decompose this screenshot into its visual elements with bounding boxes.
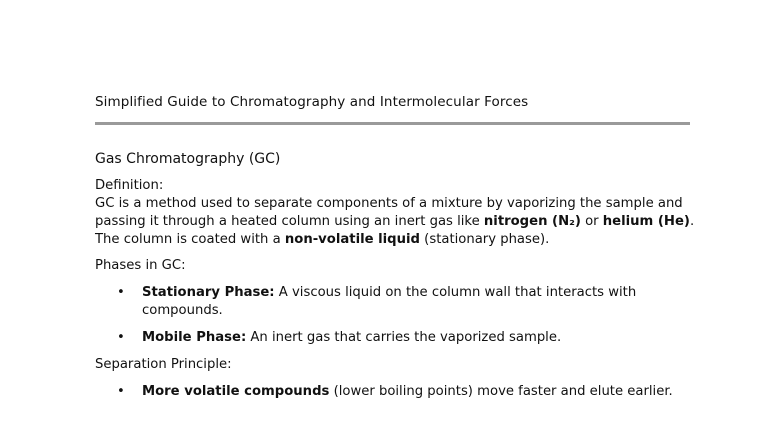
list-item-text: An inert gas that carries the vaporized sample. [246, 330, 562, 345]
definition-bold-helium: helium (He) [602, 214, 690, 229]
bullet-icon: • [117, 384, 125, 399]
phases-block [95, 257, 695, 347]
separation-list [95, 383, 695, 401]
document-title: Simplified Guide to Chromatography and Intermolecular Forces [95, 94, 529, 110]
phases-list [95, 284, 695, 347]
phases-heading: Phases in GC: [95, 258, 186, 273]
list-item-text: (lower boiling points) move faster and elute earlier. [329, 384, 673, 399]
definition-bold-non-volatile-liquid: non-volatile liquid [284, 232, 420, 247]
list-item-term: More volatile compounds [142, 384, 330, 399]
title-underline-divider [95, 122, 690, 125]
definition-heading: Definition: [95, 178, 164, 193]
separation-block [95, 356, 695, 401]
definition-text-3: . The column is coated with a [95, 214, 695, 247]
definition-paragraph [95, 195, 695, 249]
section-heading-gc: Gas Chromatography (GC) [95, 151, 281, 167]
list-item [95, 284, 695, 320]
definition-text-4: (stationary phase). [419, 232, 550, 247]
list-item [95, 383, 695, 401]
list-item-text: A viscous liquid on the column wall that interacts with compounds. [142, 285, 637, 318]
bullet-icon: • [117, 330, 125, 345]
list-item-term: Mobile Phase: [142, 330, 247, 345]
document-body [95, 150, 695, 410]
list-item [95, 329, 695, 347]
list-item-term: Stationary Phase: [142, 285, 275, 300]
bullet-icon: • [117, 285, 125, 300]
definition-text-1: GC is a method used to separate components of a mixture by vaporizing the sample and passing it through a heated column using an inert gas like [95, 196, 683, 229]
definition-text-2: or [580, 214, 603, 229]
separation-heading: Separation Principle: [95, 357, 232, 372]
definition-bold-nitrogen: nitrogen (N₂) [483, 214, 581, 229]
definition-block [95, 177, 695, 249]
